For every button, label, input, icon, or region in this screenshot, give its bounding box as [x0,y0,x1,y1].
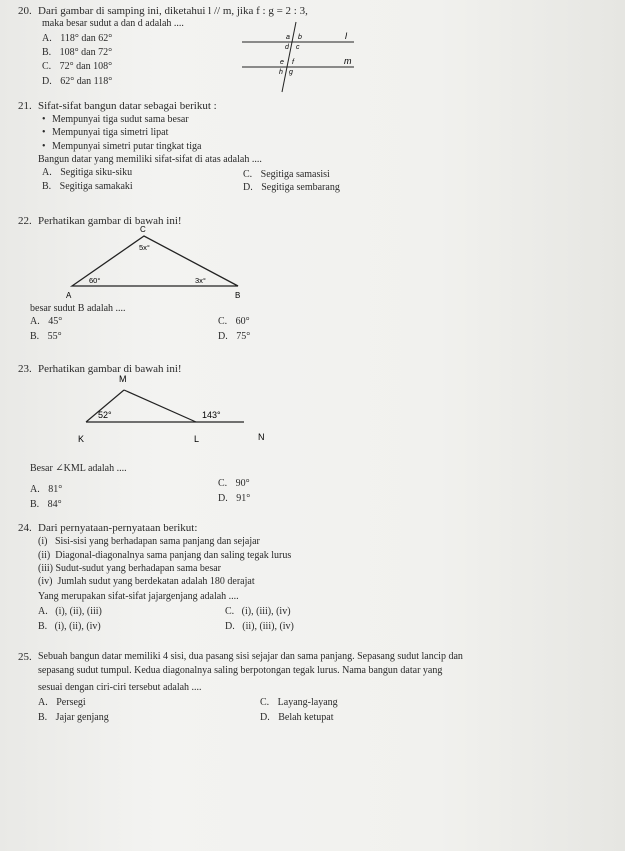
option-letter: C. [218,316,228,327]
q22-question: besar sudut B adalah .... [30,303,126,314]
option-text: Segitiga samasisi [260,169,330,180]
q24-statement-2: (ii) Diagonal-diagonalnya sama panjang dan saling tegak lurus [38,550,292,561]
label-b: b [298,34,302,41]
q21-question: Bangun datar yang memiliki sifat-sifat di atas adalah .... [38,154,262,165]
q24-option-c[interactable] [225,606,291,618]
option-text: (i), (ii), (iii) [55,606,102,617]
vertex-k: K [78,434,85,444]
option-text: 108° dan 72° [59,47,113,58]
option-text: Segitiga samakaki [59,181,133,192]
q25-option-b[interactable] [38,712,109,724]
transversal [282,22,296,92]
q23-option-a[interactable] [30,484,62,496]
option-text: 45° [48,316,63,327]
option-text: (i), (iii), (iv) [241,606,291,617]
q21-option-c[interactable] [243,169,330,181]
q23-stem: Perhatikan gambar di bawah ini! [38,363,182,375]
option-letter: B. [42,47,52,58]
q21-bullet-3: • Mempunyai simetri putar tingkat tiga [52,141,201,153]
side-ml [124,390,196,422]
label-a: a [286,34,290,41]
option-letter: A. [38,697,48,708]
vertex-l: L [194,434,200,444]
option-text: 118° dan 62° [60,33,113,44]
angle-b-label: 3x° [195,276,206,285]
q25-option-a[interactable] [38,697,86,709]
option-text: (i), (ii), (iv) [54,621,101,632]
vertex-n: N [258,432,265,442]
option-letter: C. [225,606,235,617]
option-text: (ii), (iii), (iv) [242,621,294,632]
q20-option-d[interactable] [42,76,112,88]
option-letter: A. [30,316,40,327]
option-letter: A. [42,167,52,178]
q25-line1: Sebuah bangun datar memiliki 4 sisi, dua pasang sisi sejajar dan sama panjang. Sepasang sudut lancip dan [38,651,463,662]
q21-option-a[interactable] [42,167,132,179]
q25-line2: sepasang sudut tumpul. Kedua diagonalnya saling berpotongan tegak lurus. Nama bangun datar yang [38,665,443,676]
option-letter: C. [218,478,228,489]
q22-option-d[interactable] [218,331,250,343]
q22-triangle-figure [60,222,250,304]
label-f: f [292,59,294,66]
option-letter: B. [38,712,48,723]
q24-option-d[interactable] [225,621,294,633]
angle-a-label: 60° [89,276,101,285]
option-letter: A. [42,33,52,44]
q22-stem: Perhatikan gambar di bawah ini! [38,215,182,227]
q20-option-a[interactable] [42,33,112,45]
q21-option-b[interactable] [42,181,133,193]
q24-question: Yang merupakan sifat-sifat jajargenjang adalah .... [38,591,239,602]
label-e: e [280,59,284,66]
option-letter: D. [42,76,52,87]
vertex-a: A [66,291,72,300]
q21-number: 21. [18,100,32,112]
option-text: Segitiga sembarang [261,182,340,193]
q22-number: 22. [18,215,32,227]
option-letter: C. [42,61,52,72]
option-letter: D. [218,493,228,504]
option-text: Layang-layang [277,697,338,708]
q22-option-b[interactable] [30,331,62,343]
vertex-m: M [119,374,127,384]
q25-option-c[interactable] [260,697,338,709]
q24-option-a[interactable] [38,606,102,618]
vertex-b: B [235,291,241,300]
option-text: Jajar genjang [55,712,109,723]
q23-option-c[interactable] [218,478,250,490]
option-text: Persegi [56,697,86,708]
label-g: g [289,69,293,76]
q23-triangle-figure [70,372,280,446]
q20-option-b[interactable] [42,47,112,59]
q23-question: Besar ∠KML adalah .... [30,463,127,474]
option-text: 75° [236,331,251,342]
option-letter: C. [260,697,270,708]
option-text: Segitiga siku-siku [60,167,133,178]
option-letter: D. [243,182,253,193]
option-letter: B. [42,181,52,192]
q24-stem: Dari pernyataan-pernyataan berikut: [38,522,198,534]
q21-stem: Sifat-sifat bangun datar sebagai berikut : [38,100,217,112]
q25-number: 25. [18,651,32,663]
option-letter: B. [30,331,40,342]
option-letter: A. [38,606,48,617]
option-text: 90° [235,478,250,489]
option-letter: B. [30,499,40,510]
q20-stem-line2: maka besar sudut a dan d adalah .... [42,18,184,29]
option-text: 91° [236,493,251,504]
angle-k-label: 52° [98,410,112,420]
q23-option-d[interactable] [218,493,250,505]
q24-statement-4: (iv) Jumlah sudut yang berdekatan adalah 180 derajat [38,576,255,587]
q20-stem-line1: Dari gambar di samping ini, diketahui l // m, jika f : g = 2 : 3, [38,5,308,17]
label-h: h [279,69,283,76]
label-d: d [285,44,289,51]
option-text: 72° dan 108° [59,61,113,72]
q22-option-c[interactable] [218,316,250,328]
option-letter: D. [260,712,270,723]
option-text: 60° [235,316,250,327]
option-text: 81° [48,484,63,495]
angle-l-label: 143° [202,410,221,420]
vertex-c: C [140,225,146,234]
q20-number: 20. [18,5,32,17]
q21-bullet-1: • Mempunyai tiga sudut sama besar [52,114,189,126]
q23-number: 23. [18,363,32,375]
q21-option-d[interactable] [243,182,340,194]
q24-statement-1: (i) Sisi-sisi yang berhadapan sama panjang dan sejajar [38,536,260,547]
q24-statement-3: (iii) Sudut-sudut yang berhadapan sama besar [38,563,222,574]
q25-option-d[interactable] [260,712,334,724]
q25-line3: sesuai dengan ciri-ciri tersebut adalah .... [38,682,202,693]
q24-option-b[interactable] [38,621,101,633]
option-letter: C. [243,169,253,180]
option-letter: D. [225,621,235,632]
option-text: 62° dan 118° [60,76,113,87]
option-letter: A. [30,484,40,495]
q21-bullet-2: • Mempunyai tiga simetri lipat [52,127,168,139]
q23-option-b[interactable] [30,499,62,511]
option-letter: B. [38,621,48,632]
q20-parallel-lines-figure [232,20,362,95]
label-l: l [345,31,347,41]
q22-option-a[interactable] [30,316,62,328]
option-text: Belah ketupat [278,712,334,723]
q24-number: 24. [18,522,32,534]
label-c: c [296,44,300,51]
option-letter: D. [218,331,228,342]
label-m: m [344,56,352,66]
q20-option-c[interactable] [42,61,112,73]
angle-c-label: 5x° [139,243,150,252]
option-text: 84° [47,499,62,510]
option-text: 55° [47,331,62,342]
